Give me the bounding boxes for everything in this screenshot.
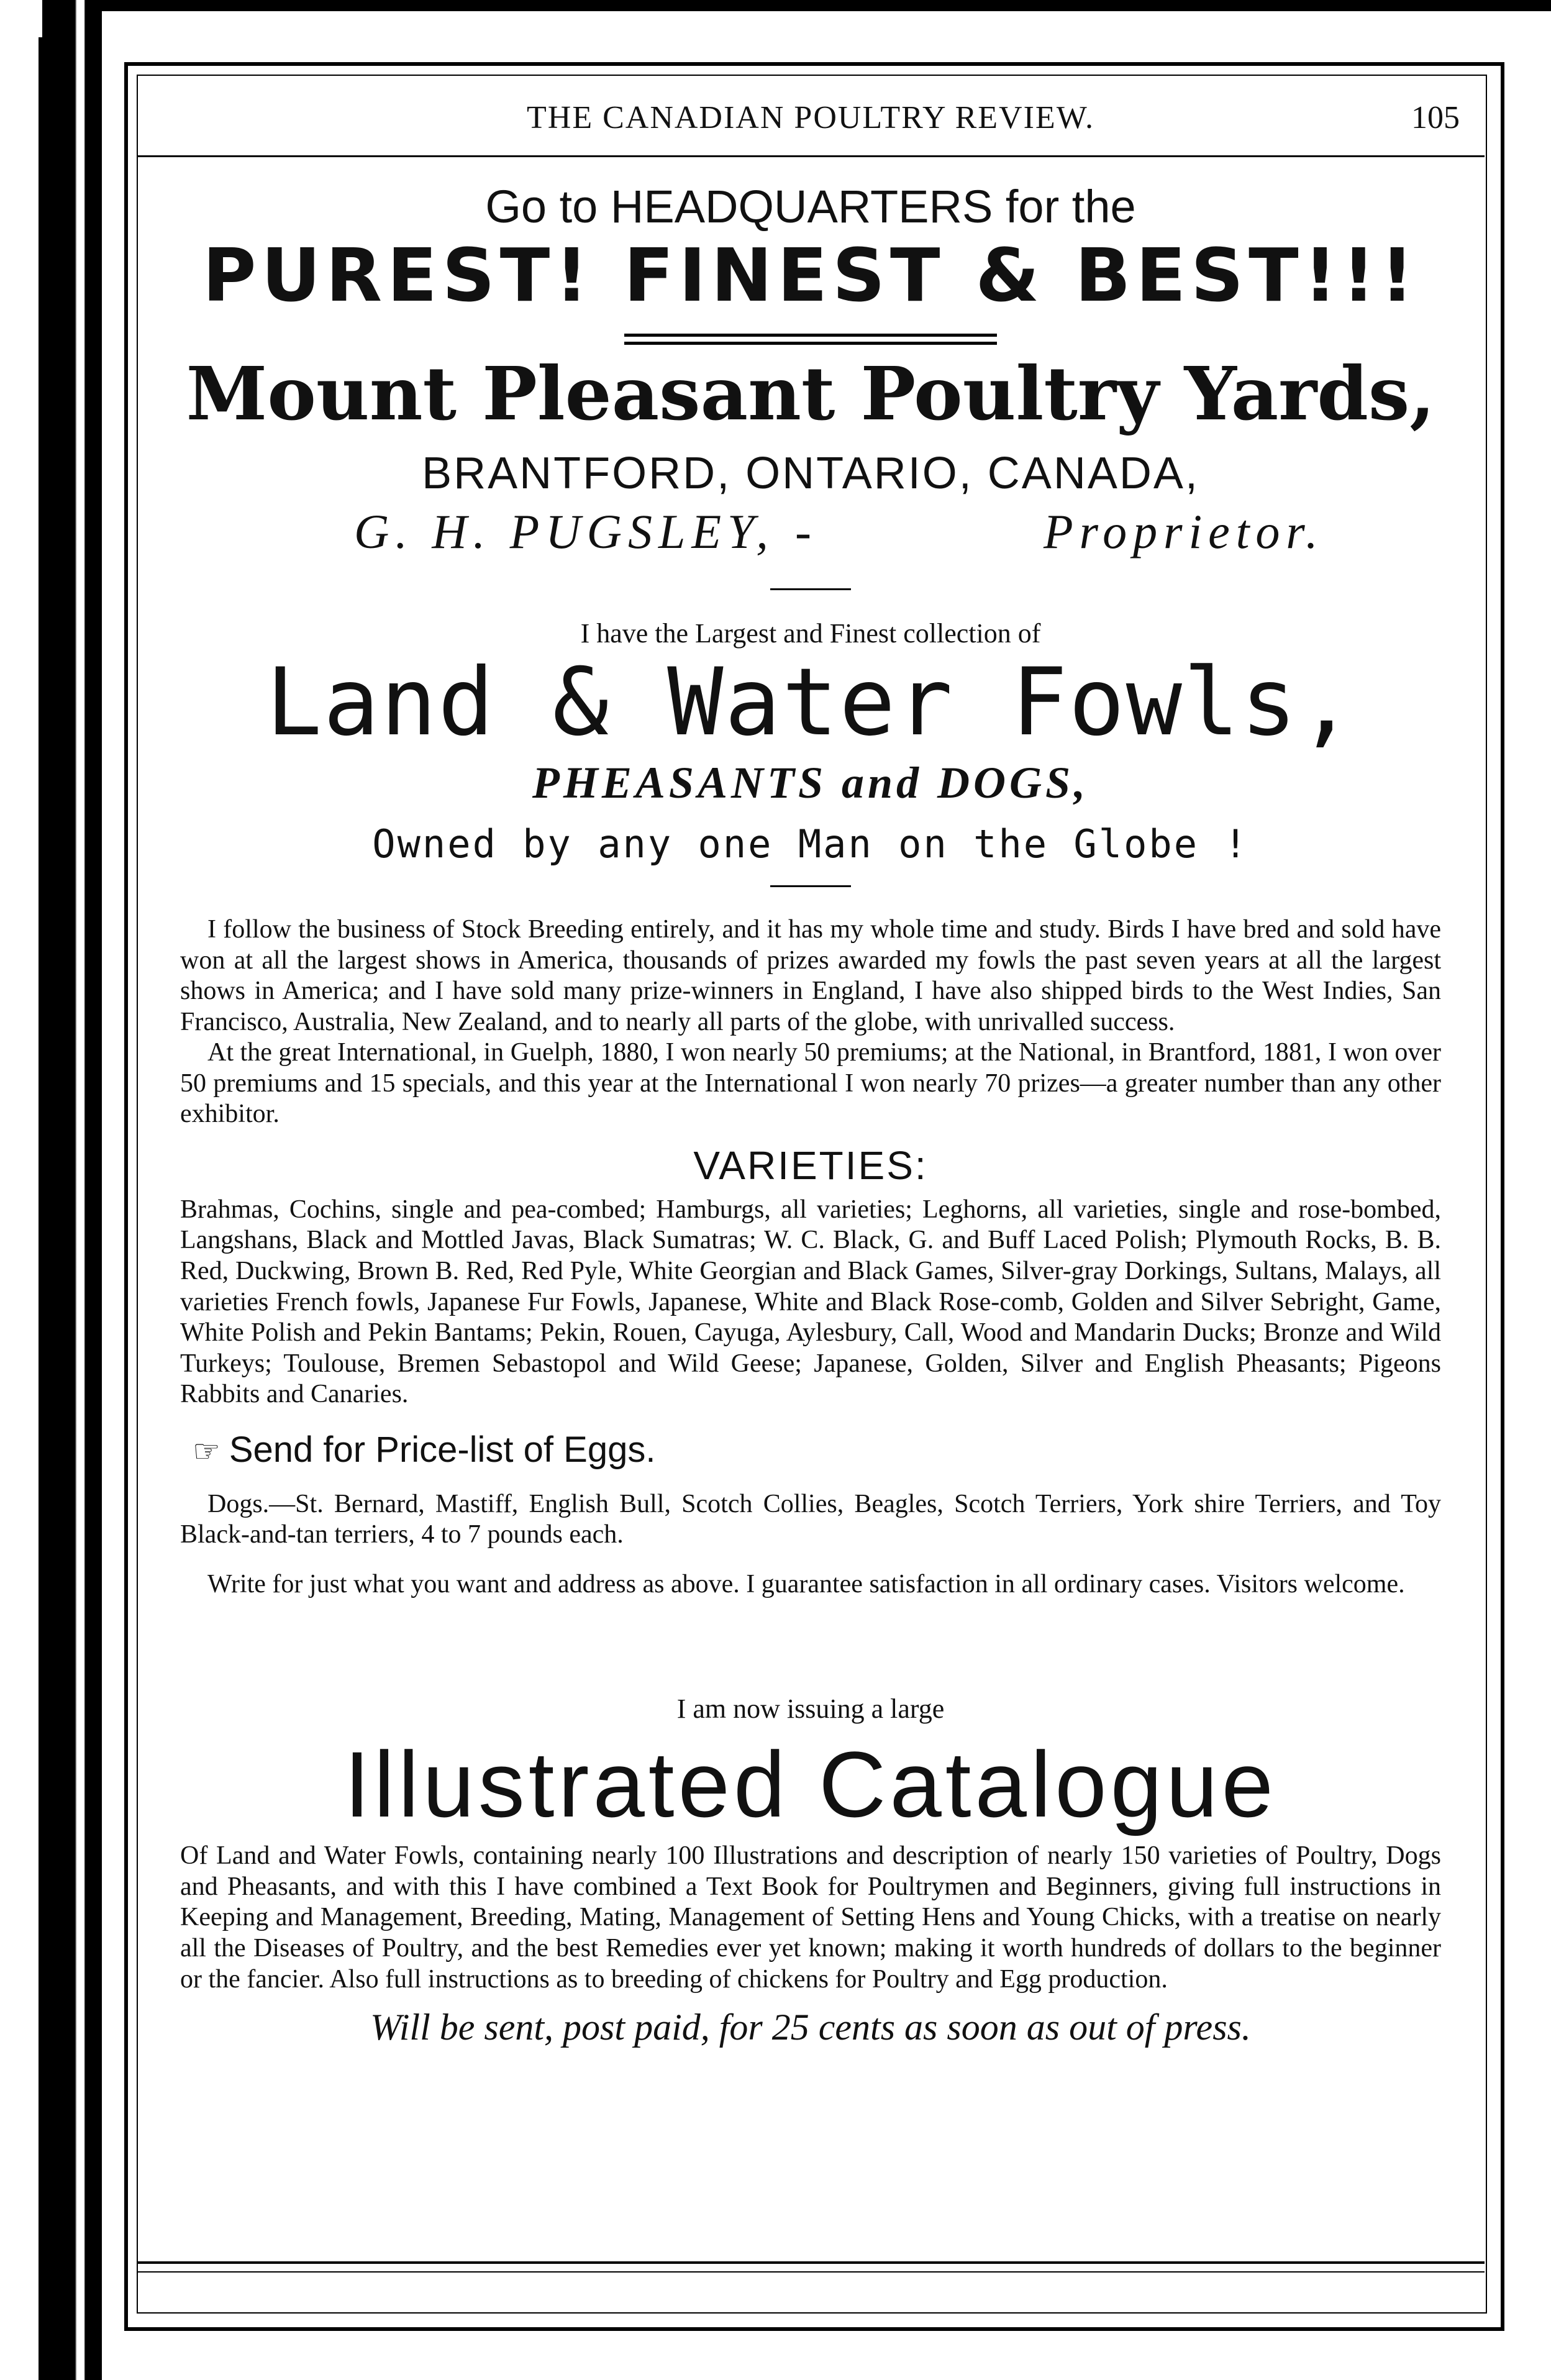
section-rule (770, 885, 851, 887)
varieties-heading: VARIETIES: (693, 1142, 928, 1188)
write-paragraph: Write for just what you want and address as above. I guarantee satisfaction in all ordinary cases. Visitors welcome. (207, 1569, 1405, 1598)
page-number: 105 (1411, 100, 1460, 135)
illustrated-catalogue-heading: Illustrated Catalogue (344, 1732, 1277, 1837)
bottom-rule-thin (137, 2271, 1485, 2273)
double-rule (624, 334, 997, 345)
pointing-hand-icon: ☞ (193, 1433, 221, 1469)
proprietor-title: Proprietor. (1044, 504, 1324, 559)
yards-location: BRANTFORD, ONTARIO, CANADA, (422, 448, 1199, 498)
catalogue-description: Of Land and Water Fowls, containing nearly 100 Illustrations and description of nearly 150 varieties of Poultry, Dogs and Pheasants, and with this I have combined a Text Book for Poultrymen and Beginners, giving full instructions in Keeping and Management, Breeding, Mating, Management of Setting Hens and Young Chicks, with a treatise on nearly all the Diseases of Poultry, and the best Remedies ever yet known; making it worth hundreds of dollars to the beginner or the fancier. Also full instructions as to breeding of chickens for Poultry and Egg production. (180, 1841, 1441, 1994)
page-spine-edge (0, 37, 42, 2380)
issuing-line: I am now issuing a large (676, 1694, 945, 1725)
owned-by-line: Owned by any one Man on the Globe ! (372, 821, 1249, 867)
header-rule (137, 155, 1485, 157)
pheasants-dogs-heading: PHEASANTS and DOGS, (532, 758, 1089, 808)
proprietor-dash: - (795, 504, 817, 559)
paragraph-stock-breeding: I follow the business of Stock Breeding entirely, and it has my whole time and study. Birds I have bred and sold have won at all the largest shows in America, thousands of prizes awarded my fowls the past seven years at all the largest shows in America; and I have sold many prize-winners in England, I have also shipped birds to the West Indies, San Francisco, Australia, New Zealand, and to nearly all parts of the globe, with unrivalled success. (180, 915, 1441, 1036)
proprietor-name: G. H. PUGSLEY, (354, 504, 775, 559)
varieties-list: Brahmas, Cochins, single and pea-combed; Hamburgs, all varieties; Leghorns, all varieties, single and rose-bombed, Langshans, Black and Mottled Javas, Black Sumatras; W. C. Black, G. and Buff Laced Polish; Plymouth Rocks, B. B. Red, Duckwing, Brown B. Red, Red Pyle, White Georgian and Black Games, Silver-gray Dorkings, Sultans, Malays, all varieties French fowls, Japanese Fur Fowls, Japanese, White and Black Rose-comb, Golden and Silver Sebright, Game, White Polish and Pekin Bantams; Pekin, Rouen, Cayuga, Aylesbury, Call, Wood and Mandarin Ducks; Bronze and Wild Turkeys; Toulouse, Bremen Sebastopol and Wild Geese; Japanese, Golden, Silver and English Pheasants; Pigeons Rabbits and Canaries. (180, 1195, 1441, 1409)
goto-headline: Go to HEADQUARTERS for the (485, 181, 1136, 232)
bottom-rule (137, 2261, 1485, 2264)
advertisement (137, 168, 1485, 2049)
land-water-fowls-heading: Land & Water Fowls, (266, 648, 1355, 757)
sent-post-paid-line: Will be sent, post paid, for 25 cents as soon as out of press. (370, 2007, 1251, 2048)
price-list-text: Send for Price-list of Eggs. (229, 1429, 656, 1470)
paragraph-international: At the great International, in Guelph, 1880, I won nearly 50 premiums; at the National, in Brantford, 1881, I won over 50 premiums and 15 specials, and this year at the International I won nearly 70 prizes—a greater number than any other exhibitor. (180, 1038, 1441, 1129)
running-title: THE CANADIAN POULTRY REVIEW. (527, 100, 1094, 135)
purest-headline: PUREST! FINEST & BEST!!! (202, 232, 1419, 318)
top-border-rule (93, 0, 1551, 11)
section-rule (770, 588, 851, 590)
dogs-paragraph: Dogs.—St. Bernard, Mastiff, English Bull, Scotch Collies, Beagles, Scotch Terriers, York shire Terriers, and Toy Black-and-tan terriers, 4 to 7 pounds each. (180, 1489, 1441, 1549)
proprietor-line (137, 504, 1485, 566)
book-spine-shadow (42, 0, 102, 2380)
yards-name: Mount Pleasant Poultry Yards, (186, 350, 1435, 437)
running-header (137, 99, 1485, 137)
collection-intro: I have the Largest and Finest collection of (580, 618, 1041, 649)
price-list-line (193, 1429, 1485, 1470)
